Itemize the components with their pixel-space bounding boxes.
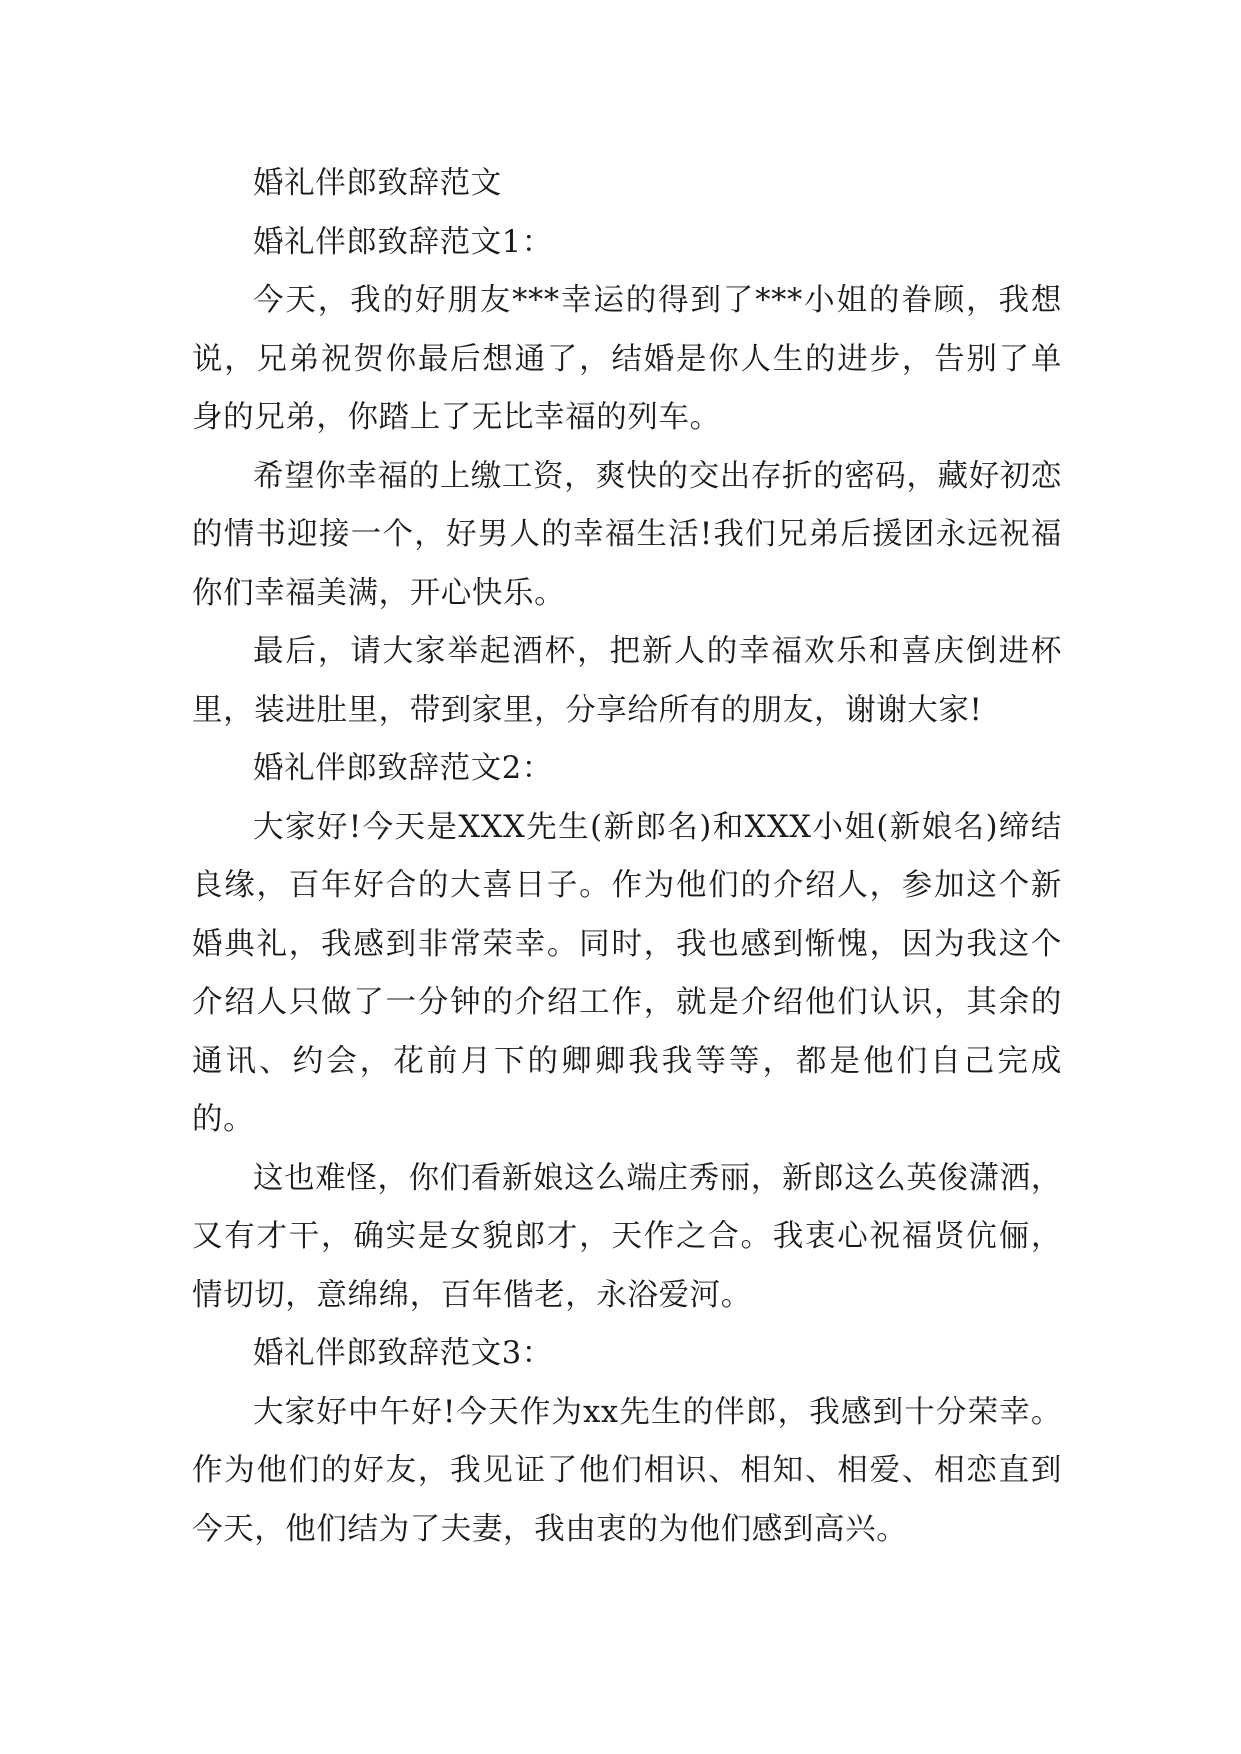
document-body bbox=[192, 155, 1062, 1559]
body-paragraph: 希望你幸福的上缴工资，爽快的交出存折的密码，藏好初恋的情书迎接一个，好男人的幸福生活!我们兄弟后援团永远祝福你们幸福美满，开心快乐。 bbox=[192, 458, 1062, 611]
body-paragraph: 大家好!今天是XXX先生(新郎名)和XXX小姐(新娘名)缔结良缘，百年好合的大喜日子。作为他们的介绍人，参加这个新婚典礼，我感到非常荣幸。同时，我也感到惭愧，因为我这个介绍人只做了一分钟的介绍工作，就是介绍他们认识，其余的通讯、约会，花前月下的卿卿我我等等，都是他们自己完成的。 bbox=[192, 809, 1062, 1137]
section-heading-3: 婚礼伴郎致辞范文3： bbox=[253, 1336, 553, 1371]
body-paragraph: 大家好中午好!今天作为xx先生的伴郎，我感到十分荣幸。作为他们的好友，我见证了他们相识、相知、相爱、相恋直到今天，他们结为了夫妻，我由衷的为他们感到高兴。 bbox=[192, 1394, 1062, 1547]
body-paragraph: 最后，请大家举起酒杯，把新人的幸福欢乐和喜庆倒进杯里，装进肚里，带到家里，分享给所有的朋友，谢谢大家! bbox=[192, 634, 1062, 728]
section-heading-1: 婚礼伴郎致辞范文1： bbox=[253, 224, 553, 260]
section-heading-2: 婚礼伴郎致辞范文2： bbox=[253, 751, 553, 786]
body-paragraph: 今天，我的好朋友***幸运的得到了***小姐的眷顾，我想说，兄弟祝贺你最后想通了，结婚是你人生的进步，告别了单身的兄弟，你踏上了无比幸福的列车。 bbox=[192, 283, 1062, 435]
document-title: 婚礼伴郎致辞范文 bbox=[253, 166, 502, 201]
body-paragraph: 这也难怪，你们看新娘这么端庄秀丽，新郎这么英俊潇洒，又有才干，确实是女貌郎才，天作之合。我衷心祝福贤伉俪，情切切，意绵绵，百年偕老，永浴爱河。 bbox=[192, 1160, 1062, 1313]
